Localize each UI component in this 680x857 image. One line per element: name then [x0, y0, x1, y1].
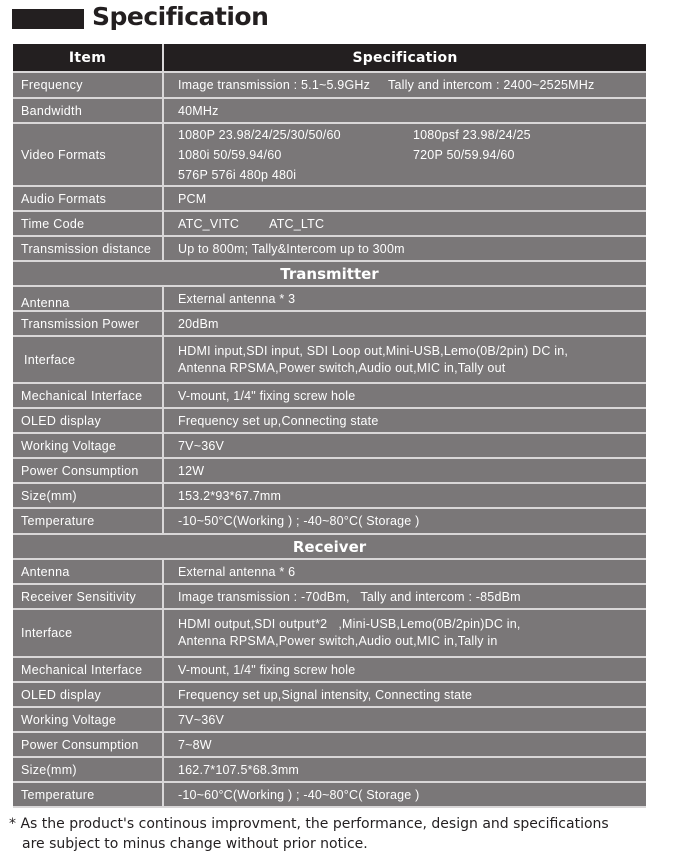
row-label: Bandwidth	[13, 99, 164, 122]
row-value	[164, 212, 646, 235]
row-label: Size(mm)	[13, 758, 164, 781]
table-header-row	[13, 44, 646, 73]
video-format: 1080P 23.98/24/25/30/50/60	[178, 127, 341, 142]
table-row-rx-sensitivity	[13, 585, 646, 610]
row-value: Image transmission : -70dBm, Tally and intercom : -85dBm	[178, 589, 521, 604]
row-value: 12W	[178, 463, 205, 478]
row-value: V-mount, 1/4" fixing screw hole	[178, 388, 356, 403]
row-value: -10~50°C(Working ) ; -40~80°C( Storage )	[178, 514, 420, 528]
section-transmitter: Transmitter	[13, 262, 646, 287]
row-label: Mechanical Interface	[13, 658, 164, 681]
row-value: V-mount, 1/4" fixing screw hole	[178, 662, 356, 677]
header-spec: Specification	[352, 49, 458, 66]
footnote-line-1: * As the product's continous improvment, the performance, design and specifications	[9, 816, 609, 832]
table-row-transmission-distance	[13, 237, 646, 262]
video-format: 576P 576i 480p 480i	[178, 167, 297, 182]
interface-line: HDMI input,SDI input, SDI Loop out,Mini-USB,Lemo(0B/2pin) DC in,	[178, 343, 569, 358]
table-row-rx-consumption	[13, 733, 646, 758]
row-value: Up to 800m; Tally&Intercom up to 300m	[178, 241, 405, 256]
table-row-rx-size	[13, 758, 646, 783]
video-formats-grid	[178, 125, 531, 185]
table-row-rx-temperature	[13, 783, 646, 808]
row-value: 153.2*93*67.7mm	[178, 488, 282, 503]
title-accent-bar	[12, 9, 84, 29]
table-row-tx-antenna	[13, 287, 646, 312]
table-row-rx-interface	[13, 610, 646, 658]
row-value: PCM	[178, 191, 207, 206]
row-label: Video Formats	[13, 124, 164, 185]
row-value	[164, 610, 646, 656]
section-receiver: Receiver	[13, 535, 646, 560]
timecode-vitc: ATC_VITC	[178, 216, 240, 231]
table-row-tx-oled	[13, 409, 646, 434]
spec-table	[13, 44, 646, 808]
row-label: Working Voltage	[13, 708, 164, 731]
row-label: Transmission distance	[13, 237, 164, 260]
header-item: Item	[13, 44, 164, 71]
row-value: 162.7*107.5*68.3mm	[178, 762, 300, 777]
row-label: Power Consumption	[13, 733, 164, 756]
table-row-tx-mechanical	[13, 384, 646, 409]
row-label: Transmission Power	[13, 312, 164, 335]
table-row-time-code	[13, 212, 646, 237]
table-row-tx-consumption	[13, 459, 646, 484]
row-label: Interface	[13, 610, 164, 656]
table-row-rx-mechanical	[13, 658, 646, 683]
table-row-tx-voltage	[13, 434, 646, 459]
table-row-frequency	[13, 73, 646, 99]
row-label: Antenna	[13, 287, 164, 310]
freq-image: Image transmission : 5.1~5.9GHz	[178, 78, 371, 92]
footnote-line-2: are subject to minus change without prior notice.	[22, 836, 368, 852]
table-row-rx-oled	[13, 683, 646, 708]
row-label: Time Code	[13, 212, 164, 235]
row-label: Temperature	[13, 509, 164, 533]
row-value	[164, 337, 646, 382]
table-row-tx-temperature	[13, 509, 646, 535]
interface-line: Antenna RPSMA,Power switch,Audio out,MIC in,Tally in	[178, 634, 498, 648]
video-format: 720P 50/59.94/60	[413, 147, 515, 162]
timecode-ltc: ATC_LTC	[269, 216, 325, 231]
row-label: OLED display	[13, 409, 164, 432]
table-row-tx-power	[13, 312, 646, 337]
table-row-bandwidth	[13, 99, 646, 124]
video-format: 1080i 50/59.94/60	[178, 147, 282, 162]
row-label: Receiver Sensitivity	[13, 585, 164, 608]
row-value: 40MHz	[178, 103, 219, 118]
row-value: 7V~36V	[178, 438, 225, 453]
row-value: Frequency set up,Connecting state	[178, 413, 379, 428]
row-label: Working Voltage	[13, 434, 164, 457]
row-label: Antenna	[13, 560, 164, 583]
table-row-video-formats	[13, 124, 646, 187]
row-label: Temperature	[13, 783, 164, 806]
row-label: Interface	[13, 337, 164, 382]
footnote	[9, 814, 669, 854]
row-label: Frequency	[13, 73, 164, 97]
table-row-tx-interface	[13, 337, 646, 384]
table-row-rx-antenna	[13, 560, 646, 585]
row-label: Mechanical Interface	[13, 384, 164, 407]
row-value	[164, 124, 646, 185]
row-value: 7~8W	[178, 737, 212, 752]
interface-line: Antenna RPSMA,Power switch,Audio out,MIC in,Tally out	[178, 360, 506, 375]
row-label: Size(mm)	[13, 484, 164, 507]
table-row-rx-voltage	[13, 708, 646, 733]
row-value: 20dBm	[178, 316, 219, 331]
page-title: Specification	[92, 2, 269, 31]
row-label: Audio Formats	[13, 187, 164, 210]
video-format: 1080psf 23.98/24/25	[413, 127, 531, 142]
row-label: OLED display	[13, 683, 164, 706]
table-row-audio-formats	[13, 187, 646, 212]
row-value: External antenna * 3	[178, 291, 296, 306]
table-row-tx-size	[13, 484, 646, 509]
row-value: External antenna * 6	[178, 564, 296, 579]
row-value: -10~60°C(Working ) ; -40~80°C( Storage )	[178, 787, 420, 802]
row-value: Frequency set up,Signal intensity, Connecting state	[178, 687, 473, 702]
row-value	[164, 73, 646, 97]
interface-line: HDMI output,SDI output*2 ,Mini-USB,Lemo(0B/2pin)DC in,	[178, 617, 521, 631]
freq-tally: Tally and intercom : 2400~2525MHz	[388, 78, 595, 92]
row-label: Power Consumption	[13, 459, 164, 482]
row-value: 7V~36V	[178, 712, 225, 727]
